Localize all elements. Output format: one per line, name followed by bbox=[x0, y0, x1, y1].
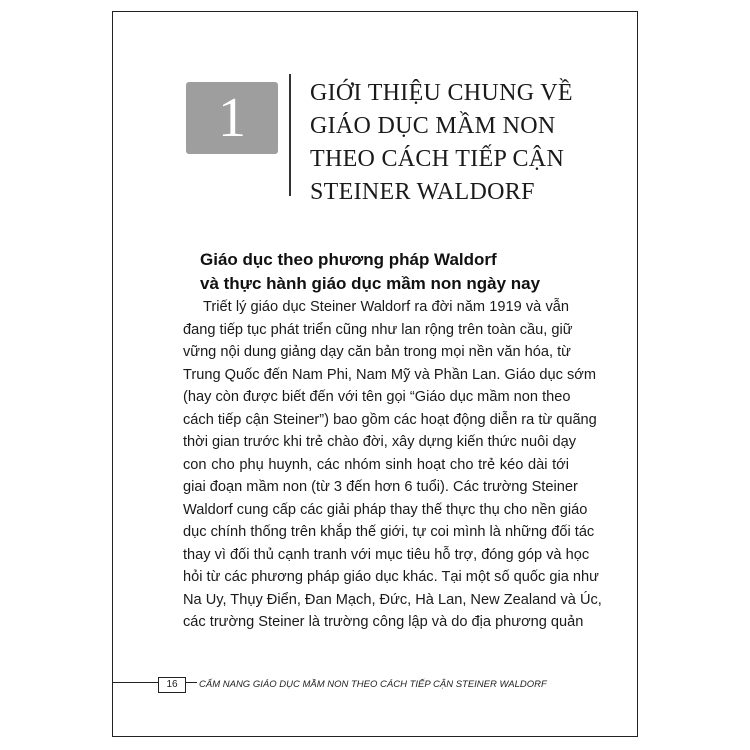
body-line: con cho phụ huynh, các nhóm sinh hoạt cho trẻ kéo dài tới bbox=[183, 456, 569, 473]
body-line: giai đoạn mầm non (từ 3 đến hơn 6 tuổi). Các trường Steiner bbox=[183, 479, 578, 495]
body-line: các trường Steiner là trường công lập và do địa phương quản bbox=[183, 614, 584, 630]
body-line: hỏi từ các phương pháp giáo dục khác. Tại một số quốc gia như bbox=[183, 569, 599, 585]
body-line: dục chính thống trên khắp thế giới, tự coi mình là những đối tác bbox=[183, 524, 595, 540]
body-line: (hay còn được biết đến với tên gọi “Giáo dục mầm non theo bbox=[183, 389, 571, 405]
section-heading-line: và thực hành giáo dục mầm non ngày nay bbox=[200, 274, 541, 293]
body-line: Na Uy, Thụy Điển, Đan Mạch, Đức, Hà Lan, New Zealand và Úc, bbox=[183, 591, 602, 608]
chapter-title-line: GIÁO DỤC MẦM NON bbox=[310, 113, 556, 139]
body-line: Waldorf cung cấp các giải pháp thay thế thực thụ cho nền giáo bbox=[183, 501, 588, 518]
body-line: cách tiếp cận Steiner”) bao gồm các hoạt động diễn ra từ quãng bbox=[183, 411, 597, 428]
chapter-title-line: STEINER WALDORF bbox=[310, 179, 535, 205]
body-line: Trung Quốc đến Nam Phi, Nam Mỹ và Phần Lan. Giáo dục sớm bbox=[183, 366, 596, 383]
chapter-title bbox=[310, 77, 620, 209]
body-line: Triết lý giáo dục Steiner Waldorf ra đời năm 1919 và vẫn bbox=[203, 299, 569, 315]
running-footer-title: CẨM NANG GIÁO DỤC MẦM NON THEO CÁCH TIẾP CẬN STEINER WALDORF bbox=[199, 679, 547, 690]
page-number: 16 bbox=[158, 677, 186, 693]
body-line: thời gian trước khi trẻ chào đời, xây dựng kiến thức nuôi dạy bbox=[183, 434, 577, 450]
chapter-divider bbox=[289, 74, 291, 196]
chapter-number: 1 bbox=[218, 87, 246, 149]
body-line: thay vì đối thủ cạnh tranh với mục tiêu hỗ trợ, đóng góp và học bbox=[183, 546, 590, 563]
body-line: đang tiếp tục phát triển cũng như lan rộng trên toàn cầu, giữ bbox=[183, 321, 573, 338]
chapter-title-line: GIỚI THIỆU CHUNG VỀ bbox=[310, 80, 573, 106]
body-paragraph bbox=[183, 296, 602, 634]
section-heading bbox=[200, 248, 620, 296]
chapter-title-line: THEO CÁCH TIẾP CẬN bbox=[310, 146, 565, 172]
chapter-number-box bbox=[186, 82, 278, 154]
section-heading-line: Giáo dục theo phương pháp Waldorf bbox=[200, 250, 497, 269]
body-line: vững nội dung giảng dạy căn bản trong mọi nền văn hóa, từ bbox=[183, 344, 571, 360]
